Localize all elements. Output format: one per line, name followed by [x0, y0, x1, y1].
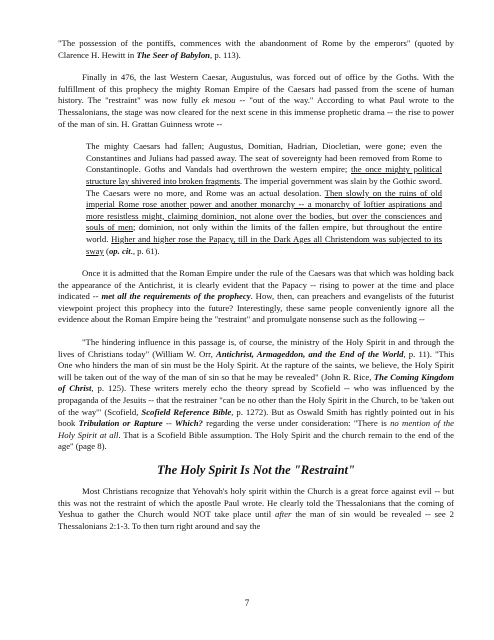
- paragraph-3: Once it is admitted that the Roman Empire under the rule of the Caesars was that which was holding back the appearance of the Antichrist, it is clearly evident that the Papacy -- rising to power at the time and place indicated -- met all the requirements of the prophecy. How, then, can preachers and evangelists of the futurist viewpoint project this prophecy into the future? Interestingly, these same people conveniently ignore all the evidence about the Roman Empire being the "restraint" and promulgate nonsense such as the following --: [58, 268, 454, 325]
- citation: op. cit: [108, 245, 131, 256]
- underlined-text: Higher and higher rose the Papacy, till in the Dark Ages all Christendom was subjected to its sway: [86, 233, 442, 256]
- book-title: The Seer of Babylon: [136, 49, 211, 60]
- page-number: 7: [244, 598, 250, 608]
- underlined-text: the once mighty political structure lay shivered into broken fragments: [86, 164, 442, 186]
- book-title: The Coming Kingdom of Christ: [58, 371, 454, 394]
- section-heading: The Holy Spirit Is Not the "Restraint": [157, 463, 355, 477]
- emphasis: no mention of the Holy Spirit at all: [58, 418, 455, 440]
- paragraph-4: "The hindering influence in this passage is, of course, the ministry of the Holy Spirit in and through the lives of Christians today" (William W. Orr, Antichrist, Armageddon, and the End of the World, p. 11). "This One who hinders the man of sin must be the Holy Spirit. At the rapture of the saints, we believe, the Holy Spirit will be taken out of the way of the man of sin so that he may be revealed" (John R. Rice, The Coming Kingdom of Christ, p. 125). These writers merely echo the theory spread by Scofield -- who was influenced by the propaganda of the Jesuits -- that the restrainer "can be no other than the Holy Spirit in the Church, to be 'taken out of the way'" (Scofield, Scofield Reference Bible, p. 1272). But as Oswald Smith has rightly pointed out in his book Tribulation or Rapture -- Which? regarding the verse under consideration: "There is no mention of the Holy Spirit at all. That is a Scofield Bible assumption. The Holy Spirit and the church remain to the end of the age" (page 8).: [58, 337, 455, 452]
- greek-term: ek mesou: [201, 95, 236, 106]
- book-title: Tribulation or Rapture -- Which?: [78, 418, 203, 429]
- paragraph-1: "The possession of the pontiffs, commences with the abandonment of Rome by the emperors" (quoted by Clarence H. Hewitt in The Seer of Babylon, p. 113).: [58, 38, 454, 60]
- paragraph-2: Finally in 476, the last Western Caesar, Augustulus, was forced out of office by the Goths. With the fulfillment of this prophecy the mighty Roman Empire of the Caesars had passed from the scene of human history. The "restraint" was now fully ek mesou -- "out of the way." According to what Paul wrote to the Thessalonians, the stage was now cleared for the next scene in this immense prophetic drama -- the rise to power of the man of sin. H. Grattan Guinness wrote --: [58, 72, 454, 129]
- underlined-text: Then slowly on the ruins of old imperial Rome rose another power and another monarchy -- a monarchy of loftier aspirations and more resistless might, claiming dominion, not alone over the bodies, but over the consciences and souls of men: [86, 187, 442, 233]
- book-title: Antichrist, Armageddon, and the End of the World: [216, 348, 404, 359]
- book-title: Scofield Reference Bible: [141, 406, 232, 417]
- paragraph-5: Most Christians recognize that Yehovah's holy spirit within the Church is a great force against evil -- but this was not the restraint of which the apostle Paul wrote. He clearly told the Thessalonians that the coming of Yeshua to gather the Church would NOT take place until after the man of sin would be revealed -- see 2 Thessalonians 2:1-3. To then turn right around and say the: [58, 486, 454, 531]
- emphasis: after: [275, 509, 292, 520]
- block-quote: The mighty Caesars had fallen; Augustus, Domitian, Hadrian, Diocletian, were gone; even the Constantines and Julians had passed away. The seat of sovereignty had been removed from Rome to Constantinople. Goths and Vandals had overthrown the western empire; the once mighty political structure lay shivered into broken fragments. The imperial government was slain by the Gothic sword. The Caesars were no more, and Rome was an actual desolation. Then slowly on the ruins of old imperial Rome rose another power and another monarchy -- a monarchy of loftier aspirations and more resistless might, claiming dominion, not alone over the bodies, but over the consciences and souls of men; dominion, not only within the limits of the fallen empire, but throughout the entire world. Higher and higher rose the Papacy, till in the Dark Ages all Christendom was subjected to its sway (op. cit., p. 61).: [86, 141, 442, 256]
- emphasis: met all the requirements of the prophecy: [101, 291, 251, 302]
